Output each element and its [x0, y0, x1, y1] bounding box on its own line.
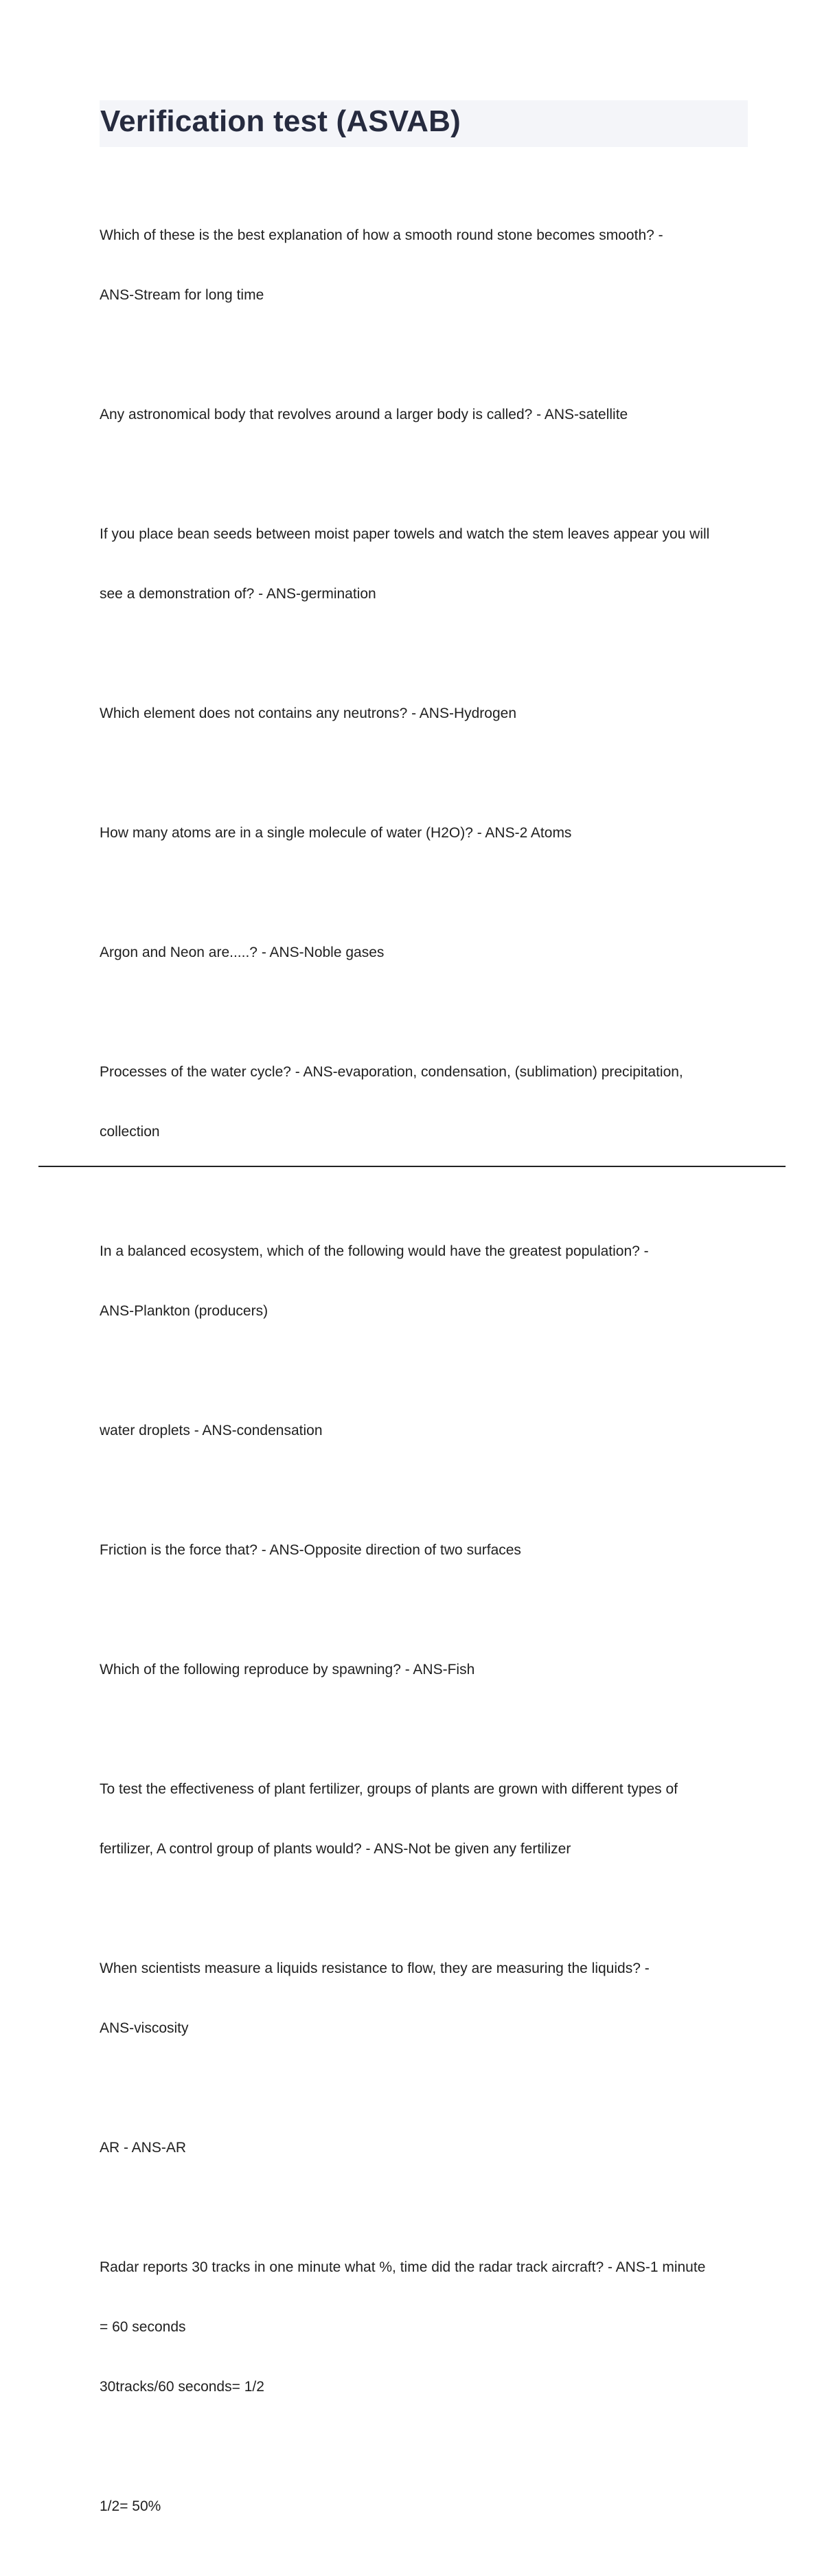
qa-line: Argon and Neon are.....? - ANS-Noble gases: [100, 945, 385, 960]
qa-item: [100, 1620, 748, 1719]
qa-line: fertilizer, A control group of plants would? - ANS-Not be given any fertilizer: [100, 1841, 571, 1857]
qa-line: = 60 seconds: [100, 2319, 186, 2335]
qa-line: 30tracks/60 seconds= 1/2: [100, 2379, 264, 2395]
qa-line: If you place bean seeds between moist paper towels and watch the stem leaves appear you will: [100, 526, 710, 542]
qa-list: [100, 185, 748, 2576]
qa-line: Which element does not contains any neutrons? - ANS-Hydrogen: [100, 705, 517, 721]
qa-line: When scientists measure a liquids resistance to flow, they are measuring the liquids? -: [100, 1961, 650, 1976]
title-banner: [100, 100, 748, 147]
qa-line: water droplets - ANS-condensation: [100, 1423, 323, 1438]
qa-item: [100, 783, 748, 883]
qa-line: collection: [100, 1124, 160, 1140]
qa-item: [100, 2098, 748, 2197]
qa-line: see a demonstration of? - ANS-germination: [100, 586, 376, 602]
qa-item: [100, 365, 748, 464]
qa-item: [100, 2217, 748, 2437]
qa-item: [100, 1739, 748, 1899]
qa-line: 1/2= 50%: [100, 2498, 161, 2514]
qa-item: [100, 664, 748, 763]
footer-divider: [38, 1166, 786, 1167]
qa-line: Any astronomical body that revolves around a larger body is called? - ANS-satellite: [100, 407, 628, 422]
qa-line: ANS-Plankton (producers): [100, 1303, 268, 1319]
document-title: Verification test (ASVAB): [100, 104, 461, 138]
qa-line: How many atoms are in a single molecule of water (H2O)? - ANS-2 Atoms: [100, 825, 572, 841]
qa-item: [100, 185, 748, 345]
qa-line: ANS-viscosity: [100, 2020, 189, 2036]
qa-item: [100, 1201, 748, 1361]
qa-item: [100, 903, 748, 1002]
qa-item: [100, 484, 748, 644]
qa-line: Friction is the force that? - ANS-Opposite direction of two surfaces: [100, 1542, 521, 1558]
qa-line: Processes of the water cycle? - ANS-evaporation, condensation, (sublimation) precipitation,: [100, 1064, 683, 1080]
qa-line: ANS-Stream for long time: [100, 287, 264, 303]
qa-line: AR - ANS-AR: [100, 2140, 187, 2156]
qa-item: [100, 1919, 748, 2078]
qa-item: [100, 1381, 748, 1480]
qa-line: Radar reports 30 tracks in one minute what %, time did the radar track aircraft? - ANS-1 minute: [100, 2259, 706, 2275]
qa-line: Which of the following reproduce by spawning? - ANS-Fish: [100, 1662, 475, 1677]
qa-item: [100, 1500, 748, 1600]
qa-item: [100, 2456, 748, 2556]
qa-line: In a balanced ecosystem, which of the following would have the greatest population? -: [100, 1243, 649, 1259]
qa-line: To test the effectiveness of plant fertilizer, groups of plants are grown with different types of: [100, 1781, 678, 1797]
qa-line: Which of these is the best explanation of how a smooth round stone becomes smooth? -: [100, 227, 663, 243]
qa-item: [100, 1022, 748, 1182]
